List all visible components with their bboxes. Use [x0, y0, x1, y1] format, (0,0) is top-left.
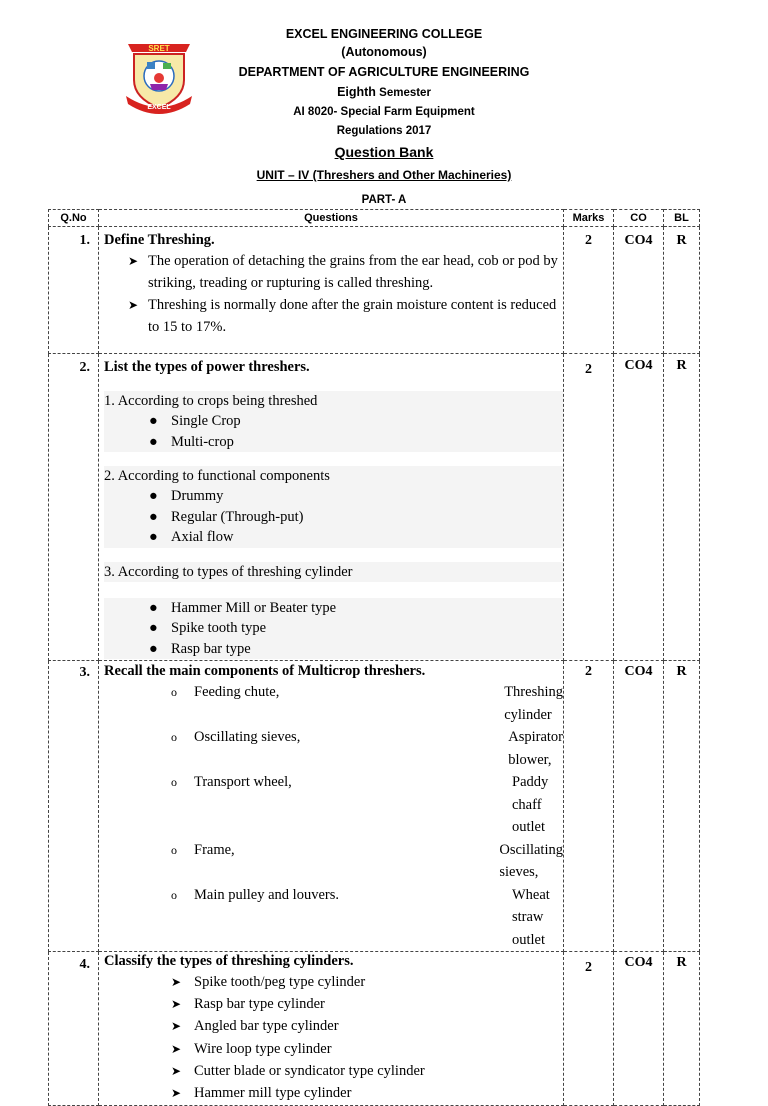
- semester-rest: Semester: [375, 87, 431, 99]
- arrow-bullet-icon: ➤: [171, 1041, 182, 1056]
- header-co: CO: [614, 210, 664, 227]
- answer-list: [104, 250, 563, 338]
- list-item: ● Regular (Through-put): [104, 507, 563, 528]
- circle-bullet-icon: o: [171, 730, 177, 744]
- semester-label: [0, 85, 768, 101]
- list-item: ● Drummy: [104, 486, 563, 507]
- answer-point: ➤ Threshing is normally done after the grain moisture content is reduced to 15 to 17%.: [104, 294, 563, 338]
- question-row-1: [49, 227, 700, 354]
- marks-value: 2: [585, 960, 592, 975]
- bullet-icon: ●: [149, 508, 158, 525]
- course-title: AI 8020- Special Farm Equipment: [293, 106, 475, 118]
- list-item: ➤ Spike tooth/peg type cylinder: [104, 971, 563, 993]
- arrow-bullet-icon: ➤: [128, 298, 139, 312]
- arrow-bullet-icon: ➤: [128, 254, 139, 268]
- arrow-bullet-icon: ➤: [171, 997, 182, 1012]
- question-row-4: [49, 952, 700, 1106]
- list-item: o Main pulley and louvers. Wheat straw outlet: [104, 884, 563, 952]
- list-item: ● Rasp bar type: [104, 639, 563, 660]
- answer-point: ➤ The operation of detaching the grains from the ear head, cob or pod by striking, treading or rupturing is called threshing.: [104, 250, 563, 294]
- question-number: 1.: [79, 233, 90, 248]
- arrow-bullet-icon: ➤: [171, 1086, 182, 1101]
- bullet-icon: ●: [149, 529, 158, 545]
- group-cylinder: [104, 598, 563, 660]
- list-item: ● Axial flow: [104, 527, 563, 548]
- circle-bullet-icon: o: [171, 842, 177, 857]
- question-number: 2.: [79, 360, 90, 375]
- arrow-bullet-icon: ➤: [171, 1019, 182, 1034]
- circle-bullet-icon: o: [171, 775, 177, 789]
- header-bl: BL: [664, 210, 700, 227]
- department-name: DEPARTMENT OF AGRICULTURE ENGINEERING: [238, 65, 530, 79]
- co-value: CO4: [624, 664, 653, 679]
- bullet-icon: ●: [149, 640, 158, 657]
- list-item: ➤ Wire loop type cylinder: [104, 1038, 563, 1060]
- arrow-bullet-icon: ➤: [171, 975, 182, 989]
- bullet-icon: ●: [149, 599, 158, 616]
- group-heading: 3. According to types of threshing cylinder: [104, 562, 563, 582]
- list-item: ➤ Angled bar type cylinder: [104, 1015, 563, 1037]
- header-qno: Q.No: [49, 210, 99, 227]
- table-header-row: [49, 210, 700, 227]
- bullet-icon: ●: [149, 433, 158, 450]
- bl-value: R: [676, 358, 687, 373]
- question-row-3: [49, 661, 700, 952]
- list-item: ➤ Hammer mill type cylinder: [104, 1082, 563, 1104]
- list-item: o Frame, Oscillating sieves,: [104, 839, 563, 884]
- list-item: o Transport wheel, Paddy chaff outlet: [104, 771, 563, 839]
- circle-bullet-icon: o: [171, 887, 177, 902]
- list-item: ● Single Crop: [104, 411, 563, 432]
- header-questions: Questions: [99, 210, 564, 227]
- unit-title: UNIT – IV (Threshers and Other Machineries): [256, 168, 512, 182]
- cylinder-types-list: [104, 971, 563, 1104]
- group-functional: [104, 466, 563, 548]
- question-title: Define Threshing.: [104, 232, 215, 248]
- list-item: o Oscillating sieves, Aspirator blower,: [104, 726, 563, 771]
- question-title: Recall the main components of Multicrop threshers.: [104, 663, 426, 679]
- semester-bold: Eighth: [337, 85, 376, 99]
- list-item: ● Hammer Mill or Beater type: [104, 598, 563, 619]
- list-item: ➤ Rasp bar type cylinder: [104, 993, 563, 1015]
- document-title: Question Bank: [334, 144, 434, 160]
- marks-value: 2: [585, 233, 592, 248]
- bullet-icon: ●: [149, 488, 158, 504]
- question-title: Classify the types of threshing cylinders.: [104, 953, 354, 969]
- header-marks: Marks: [564, 210, 614, 227]
- co-value: CO4: [624, 955, 653, 970]
- marks-value: 2: [585, 664, 592, 679]
- marks-value: 2: [585, 362, 592, 377]
- group-heading: 2. According to functional components: [104, 468, 330, 484]
- bullet-icon: ●: [149, 413, 158, 429]
- regulations-label: Regulations 2017: [336, 125, 432, 137]
- logo-bottom-text: EXCEL: [147, 104, 171, 111]
- co-value: CO4: [624, 358, 653, 373]
- group-heading: 1. According to crops being threshed: [104, 393, 318, 409]
- bl-value: R: [676, 233, 687, 248]
- bl-value: R: [676, 955, 687, 970]
- question-row-2: [49, 354, 700, 661]
- college-name: EXCEL ENGINEERING COLLEGE: [285, 27, 483, 41]
- circle-bullet-icon: o: [171, 685, 177, 699]
- question-number: 3.: [79, 665, 90, 680]
- question-number: 4.: [79, 957, 90, 972]
- list-item: ● Multi-crop: [104, 432, 563, 453]
- bullet-icon: ●: [149, 620, 158, 636]
- autonomous-label: (Autonomous): [341, 45, 427, 59]
- list-item: o Feeding chute, Threshing cylinder: [104, 681, 563, 726]
- list-item: ● Spike tooth type: [104, 618, 563, 639]
- arrow-bullet-icon: ➤: [171, 1063, 182, 1078]
- group-crops: [104, 391, 563, 452]
- question-title: List the types of power threshers.: [104, 359, 310, 375]
- bl-value: R: [676, 664, 687, 679]
- co-value: CO4: [624, 233, 653, 248]
- part-label: PART- A: [361, 194, 407, 206]
- logo-top-text: SRET: [148, 44, 170, 53]
- list-item: ➤ Cutter blade or syndicator type cylinder: [104, 1060, 563, 1082]
- components-list: [104, 681, 563, 951]
- question-table: [48, 209, 700, 1106]
